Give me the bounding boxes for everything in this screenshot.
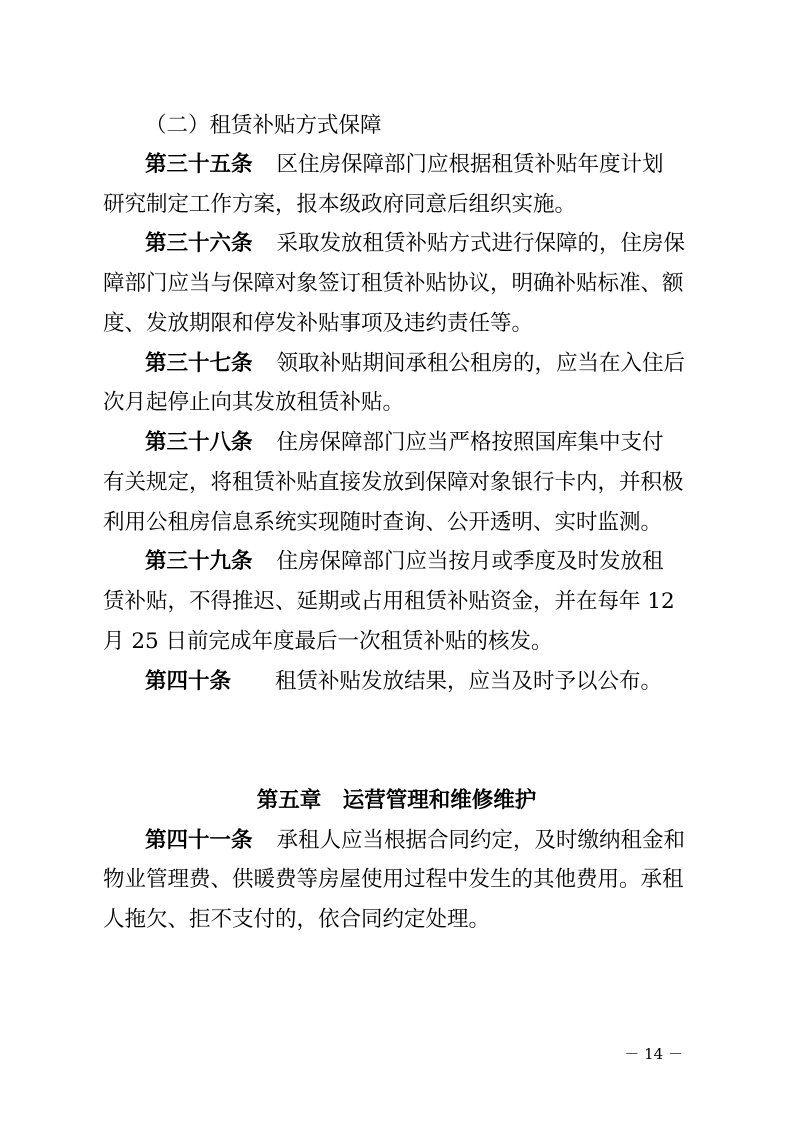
- article-41-line-1: [145, 827, 685, 855]
- article-38-line-3: 利用公租房信息系统实现随时查询、公开透明、实时监测。: [103, 510, 663, 535]
- article-38-number: 第三十八条: [145, 430, 253, 455]
- article-38-text-1: 住房保障部门应当严格按照国库集中支付: [276, 430, 664, 455]
- article-36-line-2: 障部门应当与保障对象签订租赁补贴协议，明确补贴标准、额: [103, 271, 684, 296]
- section-heading: （二）租赁补贴方式保障: [145, 113, 382, 138]
- article-41-line-3: 人拖欠、拒不支付的，依合同约定处理。: [103, 907, 491, 932]
- article-39-line-1: [145, 548, 664, 576]
- article-39-number: 第三十九条: [145, 549, 253, 574]
- article-39-line-2: 赁补贴，不得推迟、延期或占用租赁补贴资金，并在每年 12: [103, 589, 675, 614]
- article-37-line-2: 次月起停止向其发放租赁补贴。: [103, 390, 405, 415]
- article-41-number: 第四十一条: [145, 828, 253, 853]
- article-35-line-2: 研究制定工作方案，报本级政府同意后组织实施。: [103, 192, 577, 217]
- chapter-title: 第五章 运营管理和维修维护: [256, 788, 537, 813]
- article-35-number: 第三十五条: [145, 152, 253, 177]
- article-36-line-3: 度、发放期限和停发补贴事项及违约责任等。: [103, 311, 534, 336]
- article-40-line-1: [145, 668, 662, 696]
- article-41-line-2: 物业管理费、供暖费等房屋使用过程中发生的其他费用。承租: [103, 867, 684, 892]
- article-36-line-1: [145, 230, 685, 258]
- article-41-text-1: 承租人应当根据合同约定，及时缴纳租金和: [276, 828, 686, 853]
- page-number: － 14 －: [624, 1045, 683, 1063]
- article-39-line-3: 月 25 日前完成年度最后一次租赁补贴的核发。: [103, 629, 553, 654]
- article-37-text-1: 领取补贴期间承租公租房的，应当在入住后: [276, 351, 686, 376]
- article-40-number: 第四十条: [145, 669, 232, 694]
- article-39-text-1: 住房保障部门应当按月或季度及时发放租: [276, 549, 664, 574]
- article-36-number: 第三十六条: [145, 231, 253, 256]
- article-37-number: 第三十七条: [145, 351, 253, 376]
- article-35-text-1: 区住房保障部门应根据租赁补贴年度计划: [276, 152, 664, 177]
- article-40-text-1: 租赁补贴发放结果，应当及时予以公布。: [275, 669, 663, 694]
- article-36-text-1: 采取发放租赁补贴方式进行保障的，住房保: [276, 231, 686, 256]
- article-38-line-1: [145, 429, 664, 457]
- article-37-line-1: [145, 350, 685, 378]
- article-35-line-1: [145, 151, 664, 179]
- article-38-line-2: 有关规定，将租赁补贴直接发放到保障对象银行卡内，并积极: [103, 470, 684, 495]
